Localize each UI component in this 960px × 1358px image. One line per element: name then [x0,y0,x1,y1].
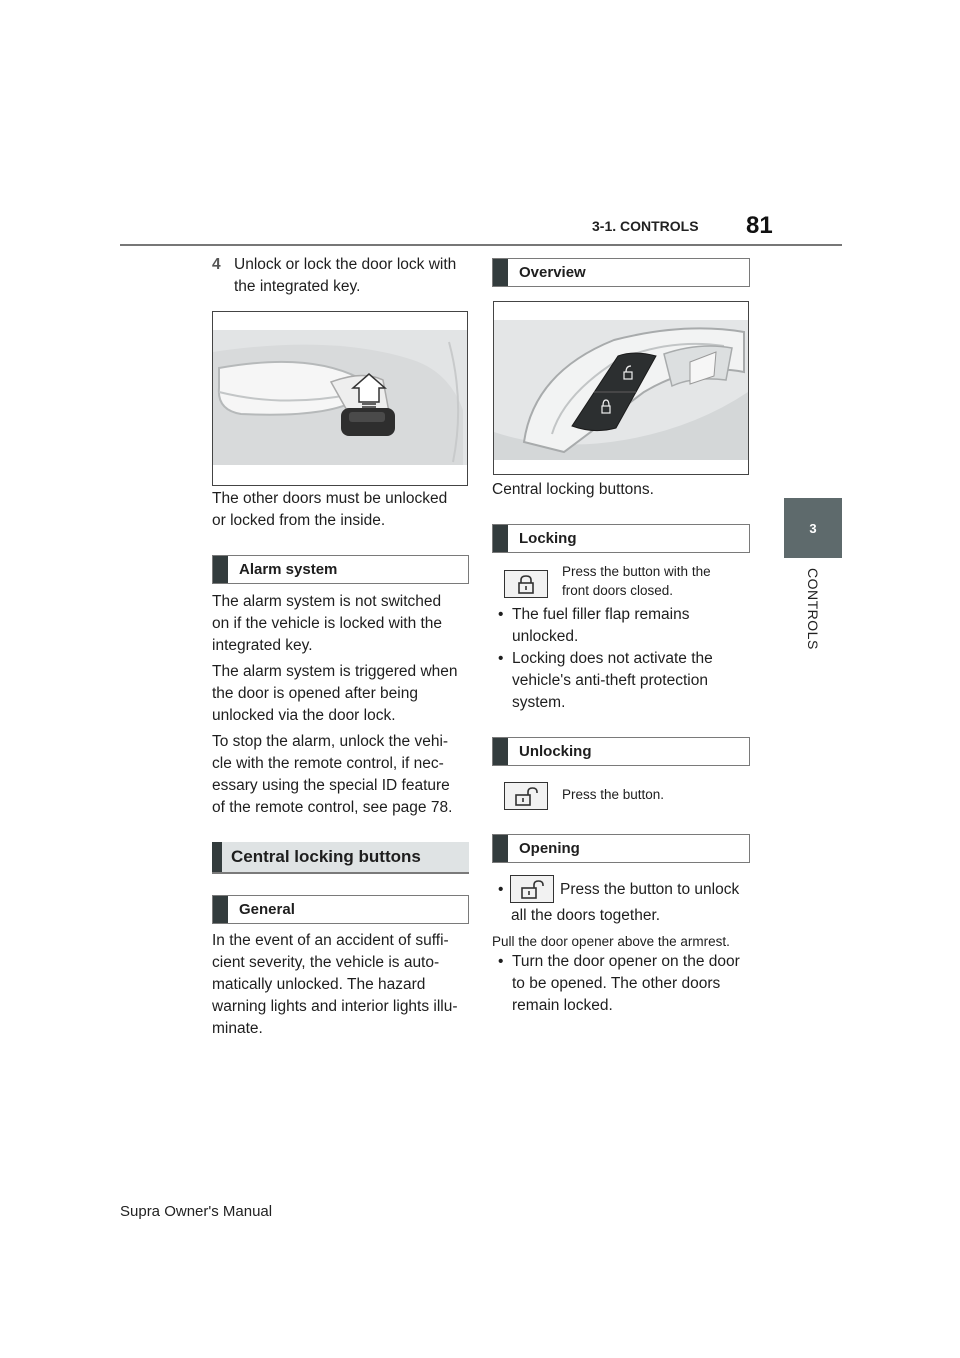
unlocking-note: Press the button. [562,787,665,802]
step-text: Unlock or lock the door lock with the integrated key. [234,256,457,295]
alarm-paragraph-1: The alarm system is not switched on if the vehicle is locked with the integrated key. [212,593,443,654]
unlock-icon [518,879,546,899]
locking-heading: Locking [492,524,750,553]
heading-marker [213,556,228,583]
image-caption: Central locking buttons. [492,481,654,498]
opening-bullets [492,951,752,1017]
general-paragraph: In the event of an accident of suffi- cient severity, the vehicle is auto- matically unlocked. The hazard warning lights and interior lights illu- minate. [212,932,458,1037]
opening-small-note: Pull the door opener above the armrest. [492,934,730,949]
heading-marker [493,259,508,286]
opening-bullet-1-marker: • [498,881,504,898]
locking-note: Press the button with the front doors closed. [562,564,711,598]
opening-bullet-1-text-a: Press the button to unlock [560,881,740,898]
unlock-icon [512,786,540,806]
chapter-tab: 3 [784,498,842,558]
alarm-paragraph-2: The alarm system is triggered when the door is opened after being unlocked via the door lock. [212,663,458,724]
heading-marker [212,842,222,872]
lock-icon [517,574,535,594]
step-number: 4 [212,256,221,273]
door-panel-illustration [494,302,748,474]
list-item: • Locking does not activate the vehicle's anti-theft protection system. [498,650,713,711]
heading-marker [493,738,508,765]
after-image-text: The other doors must be unlocked or locked from the inside. [212,490,448,529]
lock-button-symbol [504,570,548,598]
chapter-label: CONTROLS [805,568,821,650]
overview-heading: Overview [492,258,750,287]
unlock-button-symbol [504,782,548,810]
heading-marker [493,525,508,552]
list-item: • Turn the door opener on the door to be opened. The other doors remain locked. [498,953,740,1014]
general-heading: General [212,895,469,924]
unlocking-heading: Unlocking [492,737,750,766]
list-item: • The fuel filler flap remains unlocked. [498,606,690,645]
opening-bullet-1-text-b: all the doors together. [511,907,661,924]
header-rule [120,244,842,246]
unlock-button-inline-symbol [510,875,554,903]
heading-marker [493,835,508,862]
footer-manual-title: Supra Owner's Manual [120,1203,273,1220]
alarm-paragraph-3: To stop the alarm, unlock the vehi- cle with the remote control, if nec- essary using the special ID feature of the remote control, see page 78. [212,733,453,816]
opening-heading: Opening [492,834,750,863]
door-handle-illustration [213,312,467,485]
alarm-system-heading: Alarm system [212,555,469,584]
locking-bullets [492,604,752,714]
central-locking-heading: Central locking buttons [212,842,469,874]
door-handle-key-image [212,311,468,486]
page-number: 81 [746,212,773,239]
heading-marker [213,896,228,923]
central-locking-buttons-image [493,301,749,475]
section-label: 3-1. CONTROLS [592,218,699,234]
